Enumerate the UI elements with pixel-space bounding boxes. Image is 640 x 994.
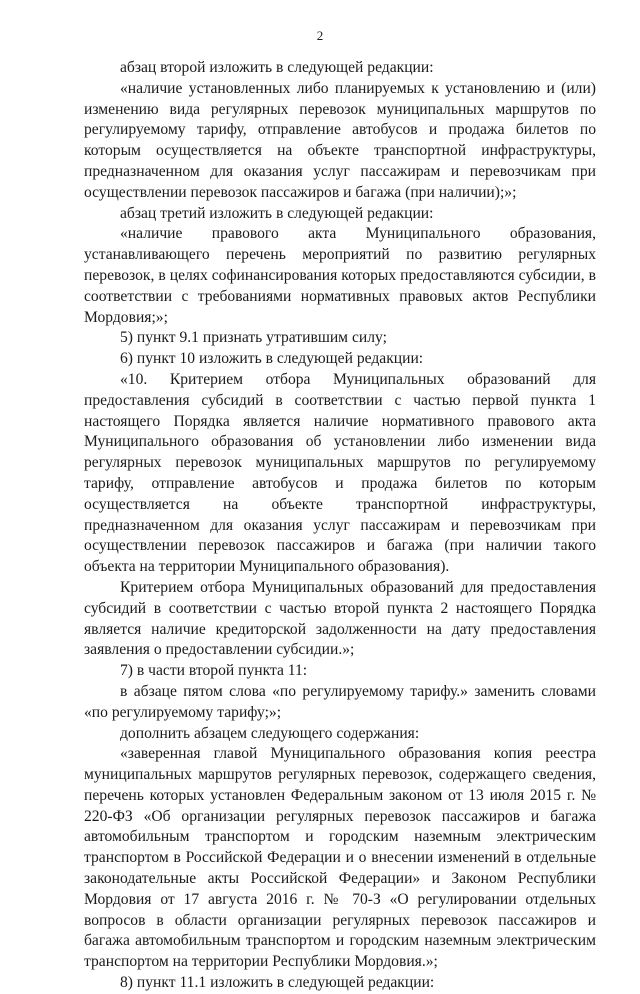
paragraph-1: абзац второй изложить в следующей редакции:: [120, 59, 434, 76]
paragraph-5: 5) пункт 9.1 признать утратившим силу;: [120, 329, 387, 347]
paragraph-12: «заверенная главой Муниципального образования копия реестра муниципальных маршрутов регулярных перевозок, содержащего сведения, перечень которых установлен Федеральным законом от 13 июля 2015 г. № 220-ФЗ «Об организации регулярных перевозок пассажиров и багажа автомобильным транспортом и городским наземным электрическим транспортом в Российской Федерации и о внесении изменений в отдельные законодательные акты Российской Федерации» и Законом Республики Мордовия от 17 августа 2016 г. № 70-З «О регулировании отдельных вопросов в области организации регулярных перевозок пассажиров и багажа автомобильным транспортом и городским наземным электрическим транспортом на территории Республики Мордовия.»;: [84, 745, 596, 971]
paragraph-3: абзац третий изложить в следующей редакции:: [120, 204, 434, 222]
paragraph-8: Критерием отбора Муниципальных образований для предоставления субсидий в соответствии с частью второй пункта 2 настоящего Порядка является наличие кредиторской задолженности на дату предоставления заявления о предоставлении субсидии.»;: [84, 578, 596, 659]
paragraph-4: «наличие правового акта Муниципального образования, устанавливающего перечень мероприятий по развитию регулярных перевозок, в целях софинансирования которых предоставляются субсидии, в соответствии с требованиями нормативных правовых актов Республики Мордовия;»;: [84, 225, 596, 326]
paragraph-13: 8) пункт 11.1 изложить в следующей редакции:: [120, 974, 435, 992]
paragraph-6: 6) пункт 10 изложить в следующей редакции:: [120, 350, 424, 368]
paragraph-7: «10. Критерием отбора Муниципальных образований для предоставления субсидий в соответствии с частью первой пункта 1 настоящего Порядка является наличие нормативного правового акта Муниципального образования об установлении либо изменении вида регулярных перевозок муниципальных маршрутов по регулируемому тарифу, отправление автобусов и продажа билетов по которым осуществляется на объекте транспортной инфраструктуры, предназначенном для оказания услуг пассажирам и перевозчикам при осуществлении перевозок пассажиров и багажа (при наличии такого объекта на территории Муниципального образования).: [84, 370, 596, 576]
paragraph-10: в абзаце пятом слова «по регулируемому тарифу.» заменить словами «по регулируемому тарифу;»;: [84, 682, 596, 721]
page-number: 2: [316, 28, 324, 43]
paragraph-11: дополнить абзацем следующего содержания:: [120, 724, 420, 742]
paragraph-9: 7) в части второй пункта 11:: [120, 662, 308, 680]
paragraph-2: «наличие установленных либо планируемых к установлению и (или) изменению вида регулярных перевозок муниципальных маршрутов по регулируемому тарифу, отправление автобусов и продажа билетов по которым осуществляется на объекте транспортной инфраструктуры, предназначенном для оказания услуг пассажирам и перевозчикам при осуществлении перевозок пассажиров и багажа (при наличии);»;: [84, 79, 596, 201]
document-body: [84, 58, 596, 994]
